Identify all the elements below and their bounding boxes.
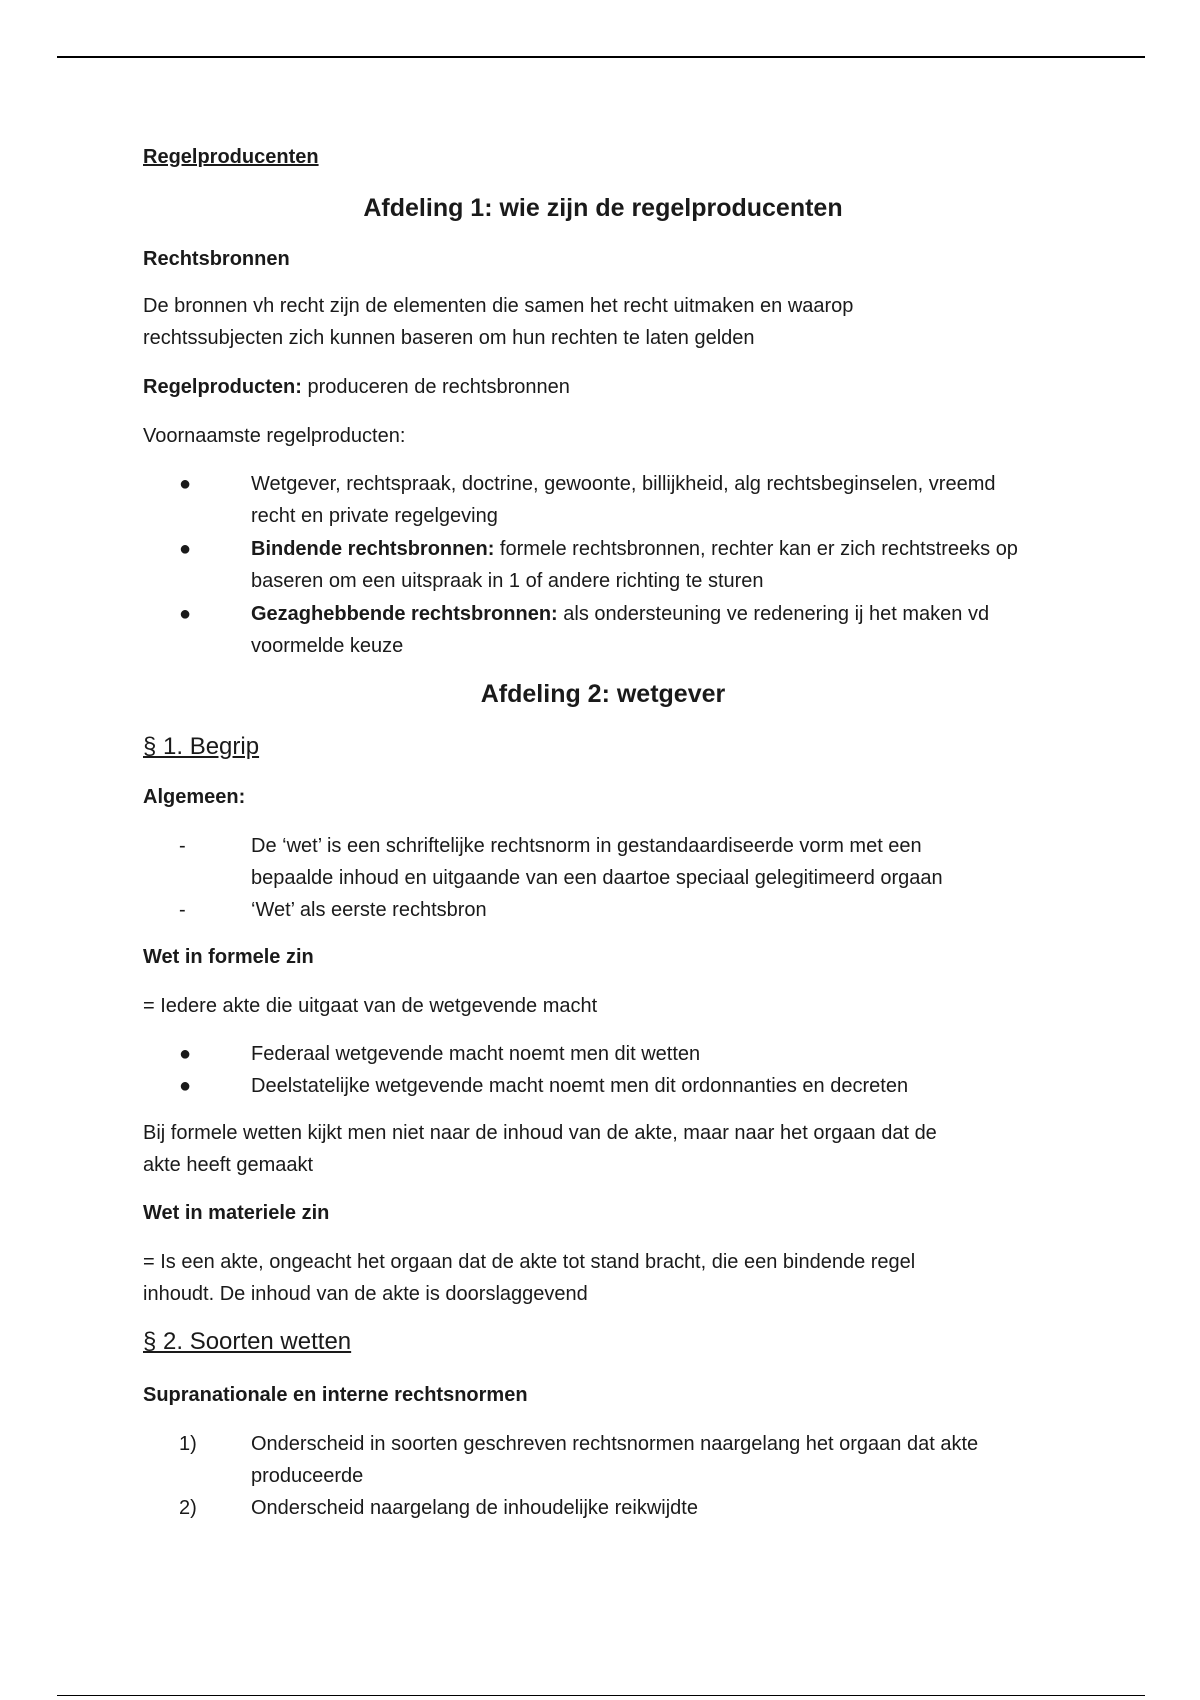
list-item-line-1: Onderscheid in soorten geschreven rechtsnormen naargelang het orgaan dat akte [251, 1433, 979, 1455]
section-heading-2: § 2. Soorten wetten [143, 1328, 352, 1355]
formeel-paragraph-line-2: akte heeft gemaakt [143, 1154, 314, 1176]
list-item-line-2: recht en private regelgeving [251, 505, 498, 527]
list-item-bold: Bindende rechtsbronnen: [251, 538, 495, 560]
bullet-icon: ● [179, 603, 192, 625]
rechtsbronnen-line-1: De bronnen vh recht zijn de elementen die samen het recht uitmaken en waarop [143, 295, 854, 317]
materieel-line-1: = Is een akte, ongeacht het orgaan dat de akte tot stand bracht, die een bindende regel [143, 1251, 916, 1273]
list-number: 1) [179, 1433, 197, 1455]
heading-afdeling-1: Afdeling 1: wie zijn de regelproducenten [363, 194, 843, 222]
bullet-icon: ● [179, 473, 192, 495]
list-item-bold: Gezaghebbende rechtsbronnen: [251, 603, 558, 625]
list-item-text: Federaal wetgevende macht noemt men dit wetten [251, 1043, 701, 1065]
label-formele-zin: Wet in formele zin [143, 946, 314, 968]
document-title: Regelproducenten [143, 146, 319, 168]
list-item-line-1: Wetgever, rechtspraak, doctrine, gewoonte, billijkheid, alg rechtsbeginselen, vreemd [251, 473, 996, 495]
list-number: 2) [179, 1497, 197, 1519]
list-item-line-1: formele rechtsbronnen, rechter kan er zich rechtstreeks op [494, 538, 1018, 560]
materieel-line-2: inhoudt. De inhoud van de akte is doorslaggevend [143, 1283, 588, 1305]
bullet-icon: ● [179, 538, 192, 560]
label-algemeen: Algemeen: [143, 786, 246, 808]
list-item-line-1: De ‘wet’ is een schriftelijke rechtsnorm in gestandaardiseerde vorm met een [251, 835, 922, 857]
list-item-line-1: Onderscheid naargelang de inhoudelijke reikwijdte [251, 1497, 698, 1519]
header-rule [57, 56, 1145, 58]
bullet-icon: ● [179, 1075, 192, 1097]
bullet-icon: ● [179, 1043, 192, 1065]
heading-afdeling-2: Afdeling 2: wetgever [480, 680, 726, 708]
list-item-line-2: baseren om een uitspraak in 1 of andere richting te sturen [251, 570, 764, 592]
label-materiele-zin: Wet in materiele zin [143, 1202, 330, 1224]
regelproducten-paragraph [143, 371, 570, 403]
label-rechtsbronnen: Rechtsbronnen [143, 248, 290, 270]
regelproducten-text: produceren de rechtsbronnen [301, 376, 570, 398]
formeel-paragraph-line-1: Bij formele wetten kijkt men niet naar de inhoud van de akte, maar naar het orgaan dat de [143, 1122, 937, 1144]
voornaamste-label: Voornaamste regelproducten: [143, 425, 406, 447]
label-supranationale: Supranationale en interne rechtsnormen [143, 1384, 528, 1406]
list-item-line-1: als ondersteuning ve redenering ij het maken vd [557, 603, 990, 625]
list-item-line-2: bepaalde inhoud en uitgaande van een daartoe speciaal gelegitimeerd orgaan [251, 867, 943, 889]
section-heading-1: § 1. Begrip [143, 733, 260, 760]
footer-rule [57, 1695, 1145, 1696]
list-item-text: Deelstatelijke wetgevende macht noemt men dit ordonnanties en decreten [251, 1075, 909, 1097]
dash-marker: - [179, 899, 186, 921]
regelproducten-label: Regelproducten: [143, 376, 302, 398]
list-item-line-1: ‘Wet’ als eerste rechtsbron [251, 899, 487, 921]
list-item-line-2: produceerde [251, 1465, 364, 1487]
formeel-definition: = Iedere akte die uitgaat van de wetgevende macht [143, 995, 598, 1017]
dash-marker: - [179, 835, 186, 857]
rechtsbronnen-line-2: rechtssubjecten zich kunnen baseren om hun rechten te laten gelden [143, 327, 755, 349]
list-item-line-2: voormelde keuze [251, 635, 404, 657]
